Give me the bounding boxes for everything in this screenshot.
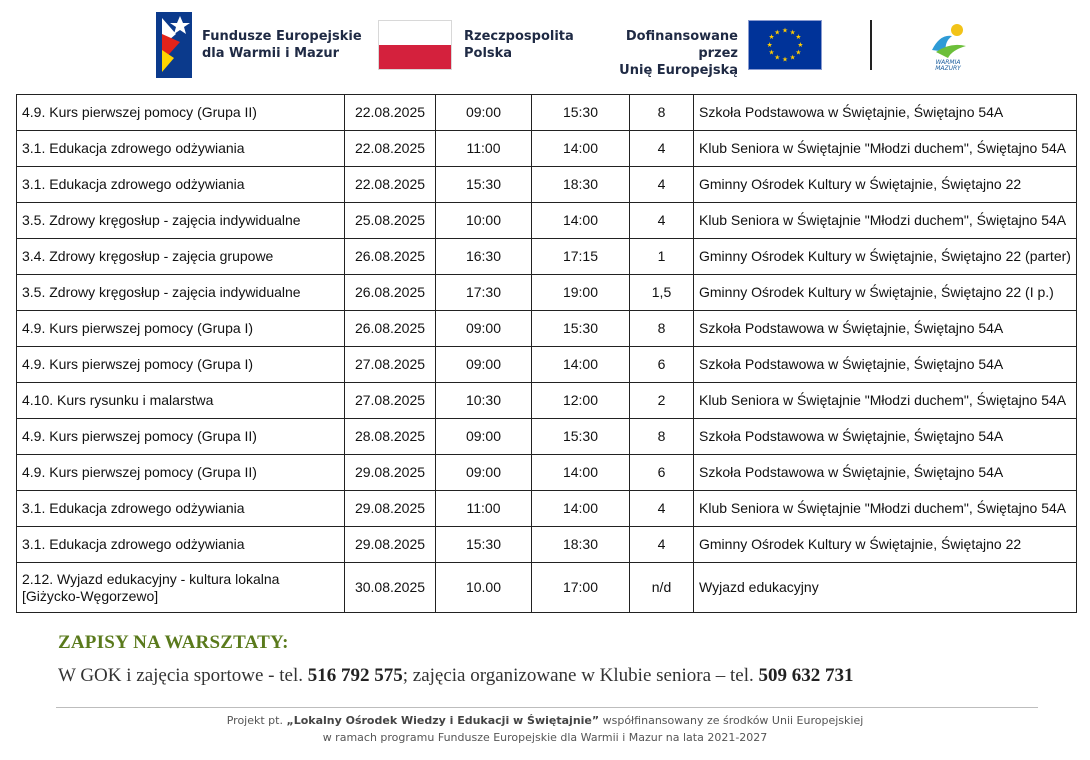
end-time-cell: 17:00 bbox=[532, 563, 630, 613]
start-time-cell: 09:00 bbox=[436, 95, 532, 131]
activity-name-cell: 3.5. Zdrowy kręgosłup - zajęcia indywidualne bbox=[17, 203, 345, 239]
hours-cell: 1 bbox=[630, 239, 694, 275]
svg-text:★: ★ bbox=[768, 48, 775, 57]
date-cell: 27.08.2025 bbox=[345, 347, 436, 383]
place-cell: Szkoła Podstawowa w Świętajnie, Świętajno 54A bbox=[694, 95, 1077, 131]
end-time-cell: 14:00 bbox=[532, 131, 630, 167]
fe-text-line1: Fundusze Europejskie bbox=[202, 29, 362, 44]
activity-name-line1: 2.12. Wyjazd edukacyjny - kultura lokalna bbox=[22, 570, 280, 587]
activity-name-cell: 3.1. Edukacja zdrowego odżywiania bbox=[17, 527, 345, 563]
activity-name-cell: 3.1. Edukacja zdrowego odżywiania bbox=[17, 131, 345, 167]
end-time-cell: 19:00 bbox=[532, 275, 630, 311]
project-suffix: współfinansowany ze środków Unii Europejskiej bbox=[602, 714, 864, 727]
rp-text-line1: Rzeczpospolita bbox=[464, 29, 574, 44]
svg-text:★: ★ bbox=[781, 26, 789, 35]
hours-cell: 4 bbox=[630, 527, 694, 563]
hours-cell: 8 bbox=[630, 419, 694, 455]
eu-text-line2: Unię Europejską bbox=[619, 63, 738, 78]
schedule-table-body bbox=[17, 95, 1077, 613]
table-row bbox=[17, 167, 1077, 203]
svg-text:★: ★ bbox=[774, 28, 781, 37]
date-cell: 22.08.2025 bbox=[345, 95, 436, 131]
fe-text-line2: dla Warmii i Mazur bbox=[202, 46, 340, 61]
date-cell: 29.08.2025 bbox=[345, 491, 436, 527]
place-cell: Wyjazd edukacyjny bbox=[694, 563, 1077, 613]
hours-cell: 4 bbox=[630, 131, 694, 167]
fundusze-europejskie-text bbox=[202, 28, 362, 62]
start-time-cell: 11:00 bbox=[436, 131, 532, 167]
table-row bbox=[17, 383, 1077, 419]
end-time-cell: 14:00 bbox=[532, 455, 630, 491]
phone-number-gok: 516 792 575 bbox=[307, 665, 403, 686]
logo-divider bbox=[870, 20, 872, 70]
start-time-cell: 09:00 bbox=[436, 419, 532, 455]
start-time-cell: 15:30 bbox=[436, 167, 532, 203]
end-time-cell: 18:30 bbox=[532, 167, 630, 203]
date-cell: 22.08.2025 bbox=[345, 167, 436, 203]
start-time-cell: 17:30 bbox=[436, 275, 532, 311]
eu-funding-text bbox=[594, 28, 738, 79]
svg-text:★: ★ bbox=[774, 53, 781, 62]
place-cell: Klub Seniora w Świętajnie "Młodzi duchem", Świętajno 54A bbox=[694, 131, 1077, 167]
project-info bbox=[0, 712, 1090, 746]
fundusze-europejskie-logo-icon bbox=[156, 12, 192, 78]
activity-name-cell: 4.10. Kurs rysunku i malarstwa bbox=[17, 383, 345, 419]
place-cell: Klub Seniora w Świętajnie "Młodzi duchem", Świętajno 54A bbox=[694, 383, 1077, 419]
start-time-cell: 10:00 bbox=[436, 203, 532, 239]
activity-name-cell: 4.9. Kurs pierwszej pomocy (Grupa I) bbox=[17, 347, 345, 383]
end-time-cell: 18:30 bbox=[532, 527, 630, 563]
hours-cell: 6 bbox=[630, 455, 694, 491]
hours-cell: n/d bbox=[630, 563, 694, 613]
hours-cell: 4 bbox=[630, 167, 694, 203]
contact-middle: ; zajęcia organizowane w Klubie seniora – tel. bbox=[402, 665, 754, 686]
end-time-cell: 12:00 bbox=[532, 383, 630, 419]
start-time-cell: 09:00 bbox=[436, 455, 532, 491]
table-row bbox=[17, 563, 1077, 613]
registration-heading: ZAPISY NA WARSZTATY: bbox=[58, 632, 289, 653]
activity-name-cell: 3.1. Edukacja zdrowego odżywiania bbox=[17, 167, 345, 203]
project-prefix: Projekt pt. bbox=[226, 714, 283, 727]
svg-text:WARMIA: WARMIA bbox=[935, 59, 961, 66]
eu-text-line1: Dofinansowane przez bbox=[625, 29, 738, 61]
place-cell: Gminny Ośrodek Kultury w Świętajnie, Świętajno 22 (parter) bbox=[694, 239, 1077, 275]
svg-text:★: ★ bbox=[766, 40, 773, 49]
place-cell: Szkoła Podstawowa w Świętajnie, Świętajno 54A bbox=[694, 347, 1077, 383]
start-time-cell: 09:00 bbox=[436, 311, 532, 347]
start-time-cell: 11:00 bbox=[436, 491, 532, 527]
end-time-cell: 14:00 bbox=[532, 491, 630, 527]
warmia-mazury-logo-icon bbox=[922, 20, 974, 72]
activity-name-line2: [Giżycko-Węgorzewo] bbox=[22, 587, 159, 604]
table-row bbox=[17, 275, 1077, 311]
logo-bar bbox=[0, 0, 1090, 92]
schedule-table bbox=[16, 94, 1077, 613]
table-row bbox=[17, 455, 1077, 491]
date-cell: 22.08.2025 bbox=[345, 131, 436, 167]
start-time-cell: 16:30 bbox=[436, 239, 532, 275]
hours-cell: 1,5 bbox=[630, 275, 694, 311]
svg-text:★: ★ bbox=[795, 33, 802, 42]
date-cell: 29.08.2025 bbox=[345, 455, 436, 491]
end-time-cell: 17:15 bbox=[532, 239, 630, 275]
activity-name-cell bbox=[17, 563, 345, 613]
date-cell: 26.08.2025 bbox=[345, 311, 436, 347]
end-time-cell: 14:00 bbox=[532, 347, 630, 383]
start-time-cell: 10.00 bbox=[436, 563, 532, 613]
contact-info bbox=[58, 665, 854, 687]
hours-cell: 2 bbox=[630, 383, 694, 419]
table-row bbox=[17, 527, 1077, 563]
place-cell: Gminny Ośrodek Kultury w Świętajnie, Świętajno 22 (I p.) bbox=[694, 275, 1077, 311]
svg-text:★: ★ bbox=[797, 40, 804, 49]
svg-text:★: ★ bbox=[768, 33, 775, 42]
table-row bbox=[17, 131, 1077, 167]
polish-flag-icon bbox=[378, 20, 452, 70]
place-cell: Gminny Ośrodek Kultury w Świętajnie, Świętajno 22 bbox=[694, 167, 1077, 203]
end-time-cell: 14:00 bbox=[532, 203, 630, 239]
table-row bbox=[17, 491, 1077, 527]
date-cell: 30.08.2025 bbox=[345, 563, 436, 613]
place-cell: Szkoła Podstawowa w Świętajnie, Świętajno 54A bbox=[694, 419, 1077, 455]
rzeczpospolita-text bbox=[464, 28, 574, 62]
hours-cell: 4 bbox=[630, 203, 694, 239]
date-cell: 25.08.2025 bbox=[345, 203, 436, 239]
contact-prefix: W GOK i zajęcia sportowe - tel. bbox=[58, 665, 303, 686]
hours-cell: 6 bbox=[630, 347, 694, 383]
hours-cell: 8 bbox=[630, 95, 694, 131]
project-line1 bbox=[0, 712, 1090, 729]
activity-name-cell: 4.9. Kurs pierwszej pomocy (Grupa II) bbox=[17, 419, 345, 455]
footer-divider bbox=[56, 707, 1038, 708]
date-cell: 26.08.2025 bbox=[345, 275, 436, 311]
svg-text:★: ★ bbox=[781, 55, 789, 64]
table-row bbox=[17, 347, 1077, 383]
svg-text:★: ★ bbox=[789, 53, 796, 62]
place-cell: Szkoła Podstawowa w Świętajnie, Świętajno 54A bbox=[694, 455, 1077, 491]
place-cell: Klub Seniora w Świętajnie "Młodzi duchem", Świętajno 54A bbox=[694, 491, 1077, 527]
phone-number-klub-seniora: 509 632 731 bbox=[758, 665, 854, 686]
svg-text:MAZURY: MAZURY bbox=[935, 65, 961, 72]
hours-cell: 4 bbox=[630, 491, 694, 527]
table-row bbox=[17, 203, 1077, 239]
activity-name-cell: 3.5. Zdrowy kręgosłup - zajęcia indywidualne bbox=[17, 275, 345, 311]
place-cell: Szkoła Podstawowa w Świętajnie, Świętajno 54A bbox=[694, 311, 1077, 347]
start-time-cell: 10:30 bbox=[436, 383, 532, 419]
activity-name-cell: 4.9. Kurs pierwszej pomocy (Grupa I) bbox=[17, 311, 345, 347]
place-cell: Klub Seniora w Świętajnie "Młodzi duchem", Świętajno 54A bbox=[694, 203, 1077, 239]
project-line2: w ramach programu Fundusze Europejskie dla Warmii i Mazur na lata 2021-2027 bbox=[322, 731, 768, 744]
table-row bbox=[17, 95, 1077, 131]
eu-flag-icon bbox=[748, 20, 822, 70]
table-row bbox=[17, 239, 1077, 275]
activity-name-cell: 3.4. Zdrowy kręgosłup - zajęcia grupowe bbox=[17, 239, 345, 275]
table-row bbox=[17, 311, 1077, 347]
place-cell: Gminny Ośrodek Kultury w Świętajnie, Świętajno 22 bbox=[694, 527, 1077, 563]
svg-text:★: ★ bbox=[795, 48, 802, 57]
activity-name-cell: 3.1. Edukacja zdrowego odżywiania bbox=[17, 491, 345, 527]
end-time-cell: 15:30 bbox=[532, 419, 630, 455]
date-cell: 27.08.2025 bbox=[345, 383, 436, 419]
date-cell: 26.08.2025 bbox=[345, 239, 436, 275]
rp-text-line2: Polska bbox=[464, 46, 513, 61]
activity-name-cell: 4.9. Kurs pierwszej pomocy (Grupa II) bbox=[17, 95, 345, 131]
date-cell: 28.08.2025 bbox=[345, 419, 436, 455]
activity-name-cell: 4.9. Kurs pierwszej pomocy (Grupa II) bbox=[17, 455, 345, 491]
start-time-cell: 09:00 bbox=[436, 347, 532, 383]
start-time-cell: 15:30 bbox=[436, 527, 532, 563]
end-time-cell: 15:30 bbox=[532, 95, 630, 131]
date-cell: 29.08.2025 bbox=[345, 527, 436, 563]
project-title: „Lokalny Ośrodek Wiedzy i Edukacji w Świętajnie” bbox=[286, 714, 600, 727]
hours-cell: 8 bbox=[630, 311, 694, 347]
svg-text:★: ★ bbox=[789, 28, 796, 37]
end-time-cell: 15:30 bbox=[532, 311, 630, 347]
table-row bbox=[17, 419, 1077, 455]
